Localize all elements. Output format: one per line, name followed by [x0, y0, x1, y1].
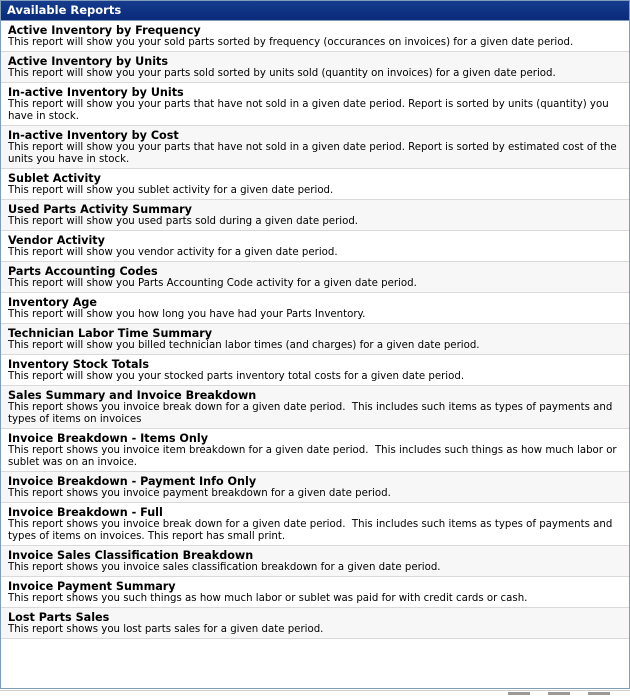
report-description: This report will show you sublet activity for a given date period.: [8, 185, 334, 196]
report-title: Technician Labor Time Summary: [8, 327, 213, 340]
report-item-inactive-inventory-by-cost[interactable]: [1, 126, 629, 169]
report-title: In-active Inventory by Units: [8, 86, 184, 99]
report-title: Invoice Breakdown - Full: [8, 506, 163, 519]
report-title: Parts Accounting Codes: [8, 265, 158, 278]
report-item-inventory-stock-totals[interactable]: [1, 355, 629, 386]
report-item-technician-labor-time-summary[interactable]: [1, 324, 629, 355]
report-item-invoice-breakdown-payment-info-only[interactable]: [1, 472, 629, 503]
report-title: Invoice Payment Summary: [8, 580, 176, 593]
report-description: This report shows you invoice item breakdown for a given date period. This includes such things as how much labor or sublet was on an invoice.: [8, 445, 620, 468]
report-title: Active Inventory by Frequency: [8, 24, 201, 37]
report-item-used-parts-activity-summary[interactable]: [1, 200, 629, 231]
report-item-invoice-breakdown-full[interactable]: [1, 503, 629, 546]
report-description: This report shows you invoice sales classification breakdown for a given date period.: [8, 562, 441, 573]
report-title: In-active Inventory by Cost: [8, 129, 179, 142]
report-item-vendor-activity[interactable]: [1, 231, 629, 262]
report-description: This report will show you vendor activity for a given date period.: [8, 247, 338, 258]
report-description: This report will show you your parts sold sorted by units sold (quantity on invoices) for a given date period.: [8, 68, 556, 79]
report-item-invoice-sales-classification-breakdown[interactable]: [1, 546, 629, 577]
report-description: This report will show you your parts that have not sold in a given date period. Report is sorted by estimated cost of the units you have in stock.: [8, 142, 620, 165]
report-item-sales-summary-and-invoice-breakdown[interactable]: [1, 386, 629, 429]
report-description: This report shows you lost parts sales for a given date period.: [8, 624, 324, 635]
report-description: This report will show you your parts that have not sold in a given date period. Report is sorted by units (quantity) you have in stock.: [8, 99, 612, 122]
report-title: Vendor Activity: [8, 234, 105, 247]
panel-header: [1, 1, 629, 21]
report-item-parts-accounting-codes[interactable]: [1, 262, 629, 293]
report-description: This report shows you such things as how much labor or sublet was paid for with credit cards or cash.: [8, 593, 528, 604]
bottom-divider: [0, 690, 630, 696]
report-description: This report will show you your sold parts sorted by frequency (occurances on invoices) for a given date period.: [8, 37, 574, 48]
report-description: This report will show you used parts sold during a given date period.: [8, 216, 359, 227]
report-description: This report shows you invoice break down for a given date period. This includes such items as types of payments and types of items on invoices: [8, 402, 616, 425]
report-item-lost-parts-sales[interactable]: [1, 608, 629, 639]
report-title: Used Parts Activity Summary: [8, 203, 192, 216]
report-title: Inventory Age: [8, 296, 97, 309]
report-item-active-inventory-by-units[interactable]: [1, 52, 629, 83]
report-item-invoice-breakdown-items-only[interactable]: [1, 429, 629, 472]
report-description: This report will show you your stocked parts inventory total costs for a given date period.: [8, 371, 465, 382]
report-description: This report will show you billed technician labor times (and charges) for a given date period.: [8, 340, 480, 351]
report-description: This report will show you how long you have had your Parts Inventory.: [8, 309, 366, 320]
report-title: Invoice Breakdown - Items Only: [8, 432, 209, 445]
report-title: Invoice Breakdown - Payment Info Only: [8, 475, 257, 488]
report-title: Sublet Activity: [8, 172, 101, 185]
report-list: [1, 21, 629, 688]
report-title: Inventory Stock Totals: [8, 358, 149, 371]
report-title: Invoice Sales Classification Breakdown: [8, 549, 254, 562]
report-item-inactive-inventory-by-units[interactable]: [1, 83, 629, 126]
report-title: Sales Summary and Invoice Breakdown: [8, 389, 257, 402]
report-item-sublet-activity[interactable]: [1, 169, 629, 200]
report-item-invoice-payment-summary[interactable]: [1, 577, 629, 608]
report-description: This report shows you invoice payment breakdown for a given date period.: [8, 488, 391, 499]
report-description: This report will show you Parts Accounting Code activity for a given date period.: [8, 278, 417, 289]
report-title: Lost Parts Sales: [8, 611, 110, 624]
report-item-inventory-age[interactable]: [1, 293, 629, 324]
report-description: This report shows you invoice break down for a given date period. This includes such items as types of payments and types of items on invoices. This report has small print.: [8, 519, 616, 542]
panel-title: Available Reports: [7, 3, 122, 17]
report-item-active-inventory-by-frequency[interactable]: [1, 21, 629, 52]
report-title: Active Inventory by Units: [8, 55, 169, 68]
